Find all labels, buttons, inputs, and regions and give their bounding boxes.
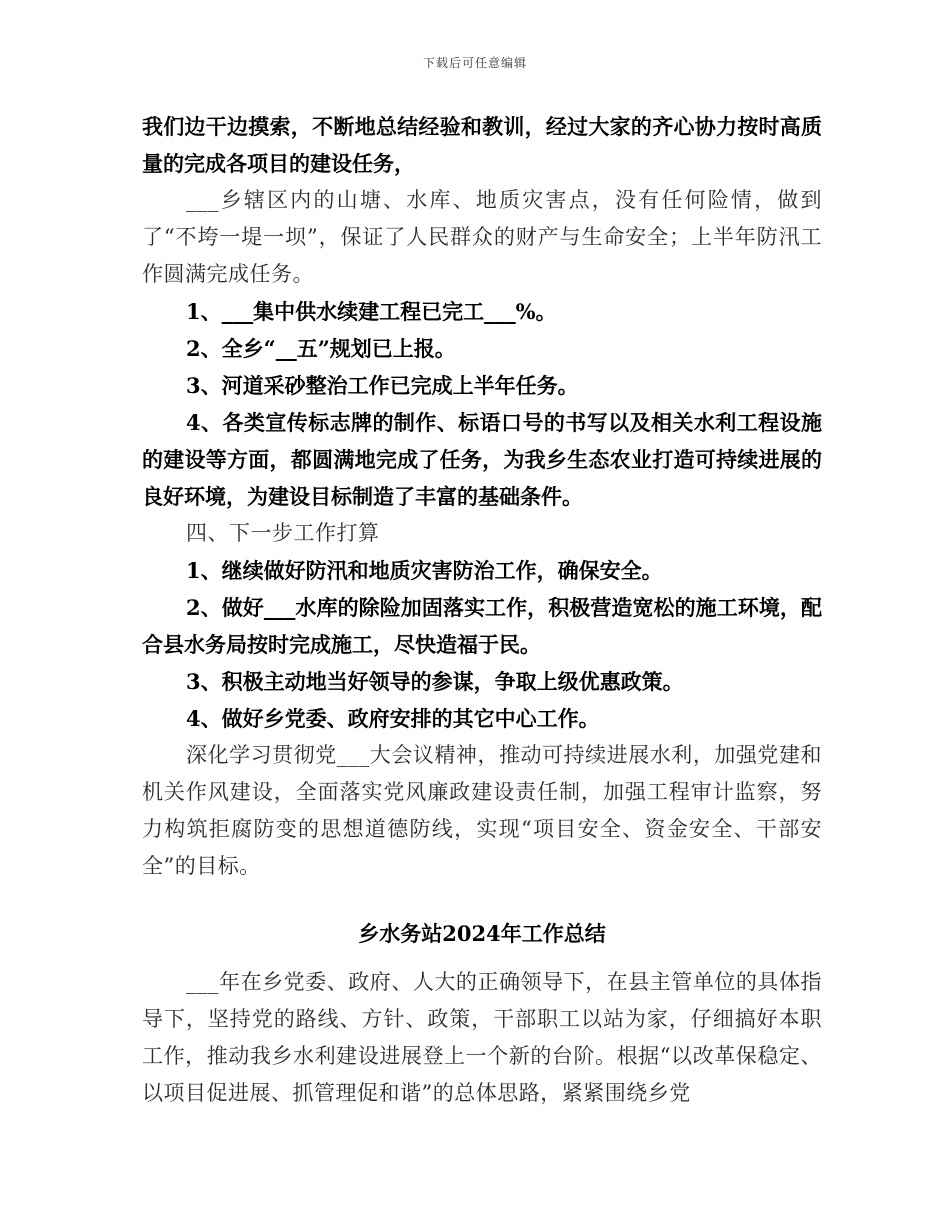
section-heading-next-steps: 四、下一步工作打算 <box>186 521 380 545</box>
list-item-plan: 2、全乡“__五”规划已上报。 <box>186 336 456 361</box>
document-body <box>142 108 822 1112</box>
paragraph-flood-safety: ___乡辖区内的山塘、水库、地质灾害点，没有任何险情，做到了“不垮一堤一坝”，保证了人民群众的财产与生命安全；上半年防汛工作圆满完成任务。 <box>142 188 822 286</box>
list-item-reservoir: 2、做好___水库的除险加固落实工作，积极营造宽松的施工环境，配合县水务局按时完成施工，尽快造福于民。 <box>142 595 822 657</box>
list-item-publicity: 4、各类宣传标志牌的制作、标语口号的书写以及相关水利工程设施的建设等方面，都圆满地完成了任务，为我乡生态农业打造可持续进展的良好环境，为建设目标制造了丰富的基础条件。 <box>142 410 822 509</box>
paragraph-summary-intro: ___年在乡党委、政府、人大的正确领导下，在县主管单位的具体指导下，坚持党的路线、方针、政策，干部职工以站为家，仔细搞好本职工作，推动我乡水利建设进展登上一个新的台阶。根据“以改革保稳定、以项目促进展、抓管理促和谐”的总体思路，紧紧围绕乡党 <box>142 970 822 1105</box>
list-item-water-supply: 1、___集中供水续建工程已完工___%。 <box>186 299 557 324</box>
list-item-other-work: 4、做好乡党委、政府安排的其它中心工作。 <box>186 706 600 731</box>
paragraph-intro: 我们边干边摸索，不断地总结经验和教训，经过大家的齐心协力按时高质量的完成各项目的建设任务， <box>142 114 822 176</box>
list-item-flood-prevention: 1、继续做好防汛和地质灾害防治工作，确保安全。 <box>186 558 663 583</box>
header-note: 下载后可任意编辑 <box>422 56 527 70</box>
list-item-advisor: 3、积极主动地当好领导的参谋，争取上级优惠政策。 <box>186 669 684 694</box>
paragraph-party-building: 深化学习贯彻党___大会议精神，推动可持续进展水利，加强党建和机关作风建设，全面落实党风廉政建设责任制，加强工程审计监察，努力构筑拒腐防变的思想道德防线，实现“项目安全、资金安全、干部安全”的目标。 <box>142 743 822 878</box>
document-title: 乡水务站2024年工作总结 <box>358 921 606 946</box>
list-item-sand-mining: 3、河道采砂整治工作已完成上半年任务。 <box>186 373 579 398</box>
